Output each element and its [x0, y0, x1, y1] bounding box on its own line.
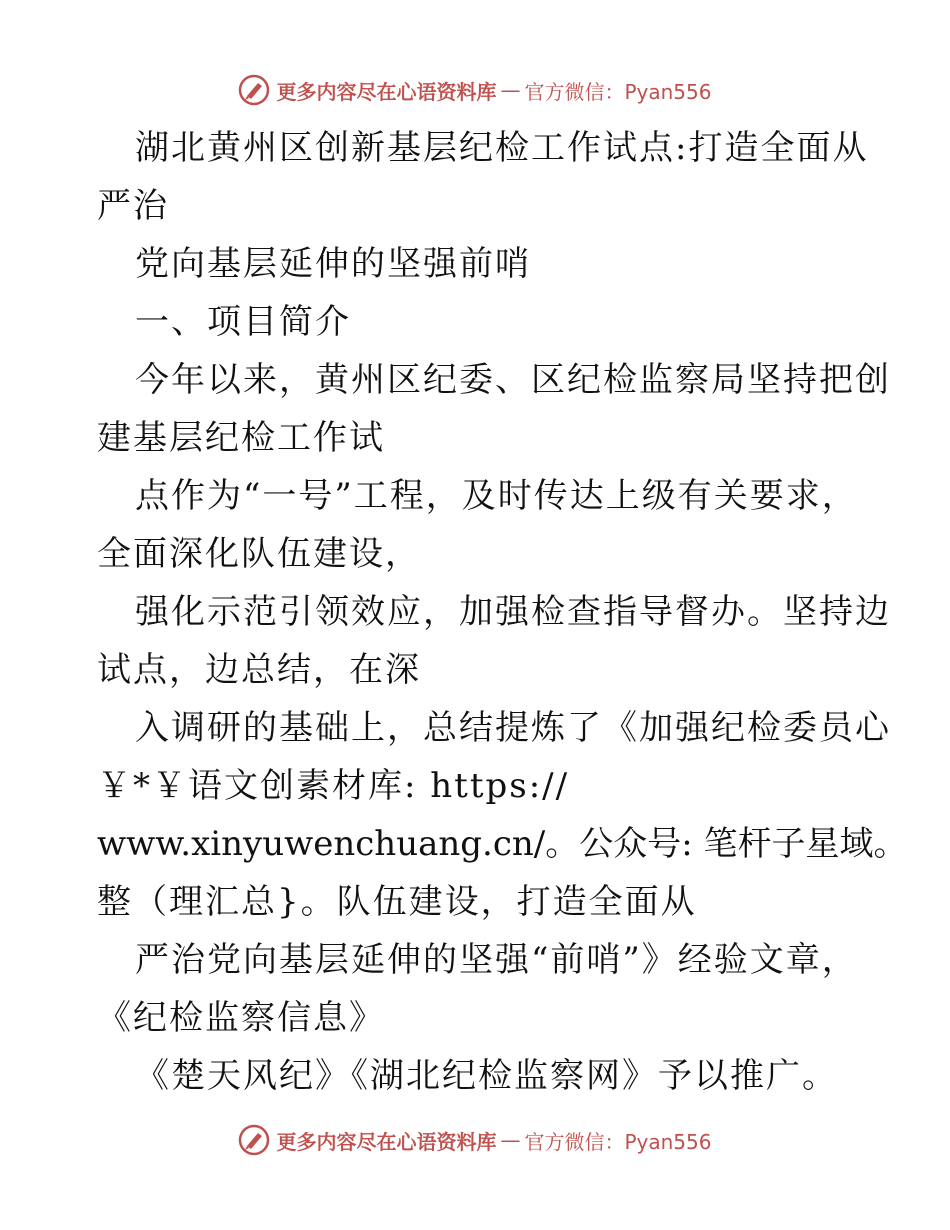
paragraph-line: 整（理汇总}。队伍建设，打造全面从: [97, 882, 697, 922]
banner-separator: —: [500, 1128, 521, 1152]
paragraph-line: 入调研的基础上，总结提炼了《加强纪检委员心: [135, 708, 891, 748]
paragraph-line: 建基层纪检工作试: [97, 418, 385, 458]
paragraph-line: 强化示范引领效应，加强检查指导督办。坚持边: [135, 592, 891, 632]
banner-sub-text: 官方微信：Pyan556: [524, 79, 712, 104]
banner-main-text: 更多内容尽在心语资料库: [276, 1129, 497, 1154]
paragraph-line: 《楚天风纪》《湖北纪检监察网》予以推广。: [135, 1056, 838, 1096]
paragraph-line: 《纪检监察信息》: [97, 998, 385, 1038]
paragraph-line: 严治党向基层延伸的坚强“前哨”》经验文章，: [135, 940, 858, 980]
watermark-banner-bottom: [0, 1118, 950, 1162]
paragraph-line: ￥*￥语文创素材库: https://: [97, 766, 570, 806]
title-line-1: 湖北黄州区创新基层纪检工作试点:打造全面从: [135, 128, 869, 168]
banner-main-text: 更多内容尽在心语资料库: [276, 79, 497, 104]
paragraph-line: www.xinyuwenchuang.cn/。公众号: 笔杆子星域。: [97, 824, 908, 864]
title-line-2: 严治: [97, 186, 169, 226]
paragraph-line: 点作为“一号”工程，及时传达上级有关要求，: [135, 476, 858, 516]
watermark-banner-top: [0, 68, 950, 112]
paragraph-line: 今年以来，黄州区纪委、区纪检监察局坚持把创: [135, 360, 891, 400]
banner-sub-text: 官方微信：Pyan556: [524, 1129, 712, 1154]
section-heading: 一、项目简介: [135, 302, 351, 342]
paragraph-line: 全面深化队伍建设，: [97, 534, 421, 574]
subtitle-line: 党向基层延伸的坚强前哨: [135, 244, 531, 284]
paragraph-line: 试点，边总结，在深: [97, 650, 421, 690]
banner-separator: —: [500, 78, 521, 102]
brand-logo-icon: [238, 1124, 270, 1156]
brand-logo-icon: [238, 74, 270, 106]
